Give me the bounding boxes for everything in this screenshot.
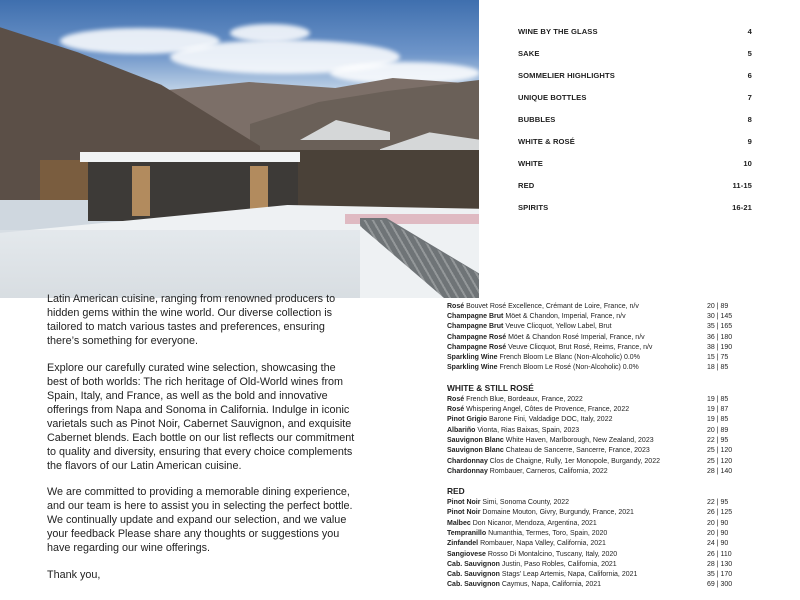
wine-row bbox=[447, 559, 747, 569]
wine-type: Champagne Rosé bbox=[447, 343, 507, 351]
toc-item[interactable] bbox=[518, 130, 752, 152]
wine-name bbox=[447, 447, 650, 454]
wine-price: 35 | 170 bbox=[707, 571, 733, 579]
wine-type: Albariño bbox=[447, 426, 476, 434]
wine-row bbox=[447, 549, 747, 559]
toc-label: SOMMELIER HIGHLIGHTS bbox=[518, 70, 615, 80]
wine-price: 28 | 130 bbox=[707, 560, 733, 568]
wine-row bbox=[447, 570, 747, 580]
wine-price: 36 | 180 bbox=[707, 333, 733, 341]
wine-name bbox=[447, 406, 629, 413]
wine-description: French Bloom Le Rosé (Non-Alcoholic) 0.0% bbox=[499, 364, 639, 372]
wine-price: 30 | 145 bbox=[707, 312, 733, 320]
wine-list bbox=[447, 301, 747, 590]
wine-price: 25 | 120 bbox=[707, 457, 733, 465]
wine-type: Chardonnay bbox=[447, 467, 488, 475]
wine-description: Barone Fini, Valdadige DOC, Italy, 2022 bbox=[489, 416, 613, 424]
wine-name bbox=[447, 396, 583, 403]
wine-description: White Haven, Marlborough, New Zealand, 2023 bbox=[505, 436, 654, 444]
wine-type: Cab. Sauvignon bbox=[447, 571, 500, 579]
wine-name bbox=[447, 530, 607, 537]
wine-price: 20 | 90 bbox=[707, 529, 729, 537]
wine-row bbox=[447, 446, 747, 456]
wine-description: Numanthia, Termes, Toro, Spain, 2020 bbox=[488, 529, 608, 537]
cloud bbox=[230, 24, 310, 42]
red-section bbox=[447, 497, 747, 590]
wine-name bbox=[447, 303, 639, 310]
wine-description: Chateau de Sancerre, Sancerre, France, 2023 bbox=[505, 447, 650, 455]
toc-label: SPIRITS bbox=[518, 202, 549, 212]
wine-name bbox=[447, 571, 637, 578]
toc-item[interactable] bbox=[518, 42, 752, 64]
wine-price: 20 | 89 bbox=[707, 302, 729, 310]
wine-type: Sangiovese bbox=[447, 550, 486, 558]
toc-item[interactable] bbox=[518, 174, 752, 196]
wine-name bbox=[447, 344, 652, 351]
wine-description: Simi, Sonoma County, 2022 bbox=[482, 499, 570, 507]
wine-price: 19 | 85 bbox=[707, 416, 729, 424]
wine-name bbox=[447, 509, 634, 516]
wine-type: Cab. Sauvignon bbox=[447, 581, 500, 589]
wine-price: 25 | 120 bbox=[707, 447, 733, 455]
wine-type: Pinot Grigio bbox=[447, 416, 488, 424]
wine-type: Pinot Noir bbox=[447, 509, 481, 517]
wine-type: Cab. Sauvignon bbox=[447, 560, 500, 568]
wine-row bbox=[447, 425, 747, 435]
wine-description: Rombauer, Napa Valley, California, 2021 bbox=[480, 540, 606, 548]
wine-name bbox=[447, 364, 639, 371]
wine-row bbox=[447, 322, 747, 332]
wine-description: Möet & Chandon, Imperial, France, n/v bbox=[505, 312, 626, 320]
toc-label: WINE BY THE GLASS bbox=[518, 26, 598, 36]
wine-row bbox=[447, 394, 747, 404]
wine-name bbox=[447, 520, 597, 527]
wine-row bbox=[447, 497, 747, 507]
wine-type: Sparkling Wine bbox=[447, 354, 498, 362]
wine-name bbox=[447, 551, 617, 558]
wine-type: Malbec bbox=[447, 519, 471, 527]
wine-name bbox=[447, 581, 601, 588]
intro-text bbox=[47, 294, 357, 594]
wine-type: Sauvignon Blanc bbox=[447, 447, 504, 455]
toc-item[interactable] bbox=[518, 196, 752, 218]
wine-price: 22 | 95 bbox=[707, 499, 729, 507]
wine-type: Rosé bbox=[447, 406, 465, 414]
hero-photo bbox=[0, 0, 479, 298]
wine-price: 69 | 300 bbox=[707, 581, 733, 589]
wine-type: Pinot Noir bbox=[447, 499, 481, 507]
toc-page: 5 bbox=[747, 48, 752, 58]
slope-shadow bbox=[0, 230, 360, 298]
wine-row bbox=[447, 352, 747, 362]
wine-row bbox=[447, 415, 747, 425]
wine-description: Veuve Clicquot, Yellow Label, Brut bbox=[505, 323, 612, 331]
toc-page: 4 bbox=[747, 26, 752, 36]
wine-price: 18 | 85 bbox=[707, 364, 729, 372]
intro-paragraph-3: We are committed to providing a memorable dining experience, and our team is here to assist you in selecting the perfect bottle. We continually update and expand our selection, and we value your feedback Please share any thoughts or suggestions you have regarding our wine offerings. bbox=[47, 486, 353, 554]
wine-type: Rosé bbox=[447, 395, 465, 403]
white-section-title: WHITE & STILL ROSÉ bbox=[447, 383, 534, 394]
wine-description: Rosso Di Montalcino, Tuscany, Italy, 2020 bbox=[487, 550, 618, 558]
toc-label: WHITE bbox=[518, 158, 543, 168]
toc-page: 8 bbox=[747, 114, 752, 124]
wine-description: Don Nicanor, Mendoza, Argentina, 2021 bbox=[472, 519, 597, 527]
toc-item[interactable] bbox=[518, 20, 752, 42]
toc-page: 6 bbox=[747, 70, 752, 80]
wine-price: 22 | 95 bbox=[707, 436, 729, 444]
wine-description: French Bloom Le Blanc (Non-Alcoholic) 0.0% bbox=[499, 354, 640, 362]
wine-name bbox=[447, 416, 613, 423]
wine-row bbox=[447, 508, 747, 518]
wine-row bbox=[447, 435, 747, 445]
wine-row bbox=[447, 363, 747, 373]
wine-price: 20 | 89 bbox=[707, 426, 729, 434]
wine-row bbox=[447, 301, 747, 311]
wine-description: Möet & Chandon Rosé Imperial, France, n/v bbox=[508, 333, 645, 341]
wine-price: 26 | 125 bbox=[707, 509, 733, 517]
toc-item[interactable] bbox=[518, 152, 752, 174]
toc-page: 10 bbox=[743, 158, 752, 168]
wine-price: 24 | 90 bbox=[707, 540, 729, 548]
wine-price: 35 | 165 bbox=[707, 323, 733, 331]
wine-name bbox=[447, 427, 579, 434]
wine-description: Bouvet Rosé Excellence, Crémant de Loire, France, n/v bbox=[466, 302, 639, 310]
wine-price: 19 | 87 bbox=[707, 406, 729, 414]
toc-label: RED bbox=[518, 180, 535, 190]
wine-name bbox=[447, 437, 654, 444]
wine-name bbox=[447, 323, 612, 330]
toc-label: BUBBLES bbox=[518, 114, 556, 124]
toc-page: 7 bbox=[747, 92, 752, 102]
table-of-contents bbox=[518, 20, 752, 218]
intro-paragraph-2: Explore our carefully curated wine selection, showcasing the best of both worlds: The rich heritage of Old-World wines from Spain, Italy, and France, as well as the bold and innovative offerings from Napa and Sonoma in California. Indulge in iconic varietals such as Pinot Noir, Cabernet Sauvignon, and exquisite Cabernet blends. Each bottle on our list reflects our commitment to quality and diversity, ensuring that every choice complements the flavors of our Latin American cuisine. bbox=[47, 361, 355, 472]
wine-row bbox=[447, 528, 747, 538]
wine-name bbox=[447, 334, 645, 341]
wine-type: Champagne Rosé bbox=[447, 333, 507, 341]
wine-type: Champagne Brut bbox=[447, 312, 504, 320]
wine-row bbox=[447, 456, 747, 466]
wine-row bbox=[447, 580, 747, 590]
white-section bbox=[447, 394, 747, 476]
toc-item[interactable] bbox=[518, 86, 752, 108]
building-facade bbox=[132, 166, 150, 216]
wine-name bbox=[447, 458, 660, 465]
bubbles-section bbox=[447, 301, 747, 373]
wine-row bbox=[447, 404, 747, 414]
intro-paragraph-1: Latin American cuisine, ranging from renowned producers to hidden gems within the wine world. Our diverse collection is tailored to match various tastes and preferences, ensuring there’s something for everyone. bbox=[47, 293, 336, 347]
toc-label: UNIQUE BOTTLES bbox=[518, 92, 587, 102]
wine-type: Sauvignon Blanc bbox=[447, 436, 504, 444]
wine-description: Rombauer, Carneros, California, 2022 bbox=[489, 467, 608, 475]
wine-type: Sparkling Wine bbox=[447, 364, 498, 372]
sign-off: Thank you, bbox=[47, 568, 101, 581]
wine-row bbox=[447, 311, 747, 321]
wine-price: 20 | 90 bbox=[707, 519, 729, 527]
wine-row bbox=[447, 466, 747, 476]
wine-name bbox=[447, 468, 608, 475]
wine-row bbox=[447, 539, 747, 549]
wine-row bbox=[447, 518, 747, 528]
wine-price: 19 | 85 bbox=[707, 395, 729, 403]
toc-item[interactable] bbox=[518, 64, 752, 86]
wine-description: Vionta, Rias Baixas, Spain, 2023 bbox=[477, 426, 580, 434]
wine-type: Tempranillo bbox=[447, 529, 487, 537]
wine-type: Rosé bbox=[447, 302, 465, 310]
wine-description: French Blue, Bordeaux, France, 2022 bbox=[466, 395, 583, 403]
wine-description: Domaine Mouton, Givry, Burgundy, France, 2021 bbox=[482, 509, 634, 517]
wine-description: Whispering Angel, Côtes de Provence, France, 2022 bbox=[466, 406, 630, 414]
wine-price: 26 | 110 bbox=[707, 550, 732, 558]
wine-name bbox=[447, 354, 640, 361]
toc-label: WHITE & ROSÉ bbox=[518, 136, 575, 146]
wine-name bbox=[447, 540, 606, 547]
wine-description: Stags’ Leap Artemis, Napa, California, 2021 bbox=[501, 571, 638, 579]
wine-type: Champagne Brut bbox=[447, 323, 504, 331]
wine-name bbox=[447, 499, 569, 506]
red-section-title: RED bbox=[447, 486, 465, 497]
toc-page: 11-15 bbox=[732, 180, 752, 190]
toc-page: 16-21 bbox=[732, 202, 752, 212]
wine-description: Justin, Paso Robles, California, 2021 bbox=[501, 560, 617, 568]
toc-label: SAKE bbox=[518, 48, 540, 58]
wine-description: Veuve Clicquot, Brut Rosé, Reims, France, n/v bbox=[508, 343, 653, 351]
wine-type: Chardonnay bbox=[447, 457, 488, 465]
wine-price: 15 | 75 bbox=[707, 354, 729, 362]
building-roof bbox=[80, 152, 300, 162]
wine-description: Clos de Chaigne, Rully, 1er Monopole, Burgandy, 2022 bbox=[489, 457, 660, 465]
toc-item[interactable] bbox=[518, 108, 752, 130]
wine-name bbox=[447, 561, 617, 568]
wine-row bbox=[447, 332, 747, 342]
wine-description: Caymus, Napa, California, 2021 bbox=[501, 581, 602, 589]
wine-row bbox=[447, 342, 747, 352]
wine-type: Zinfandel bbox=[447, 540, 479, 548]
wine-price: 38 | 190 bbox=[707, 343, 733, 351]
toc-page: 9 bbox=[747, 136, 752, 146]
wine-name bbox=[447, 313, 626, 320]
wine-price: 28 | 140 bbox=[707, 467, 733, 475]
